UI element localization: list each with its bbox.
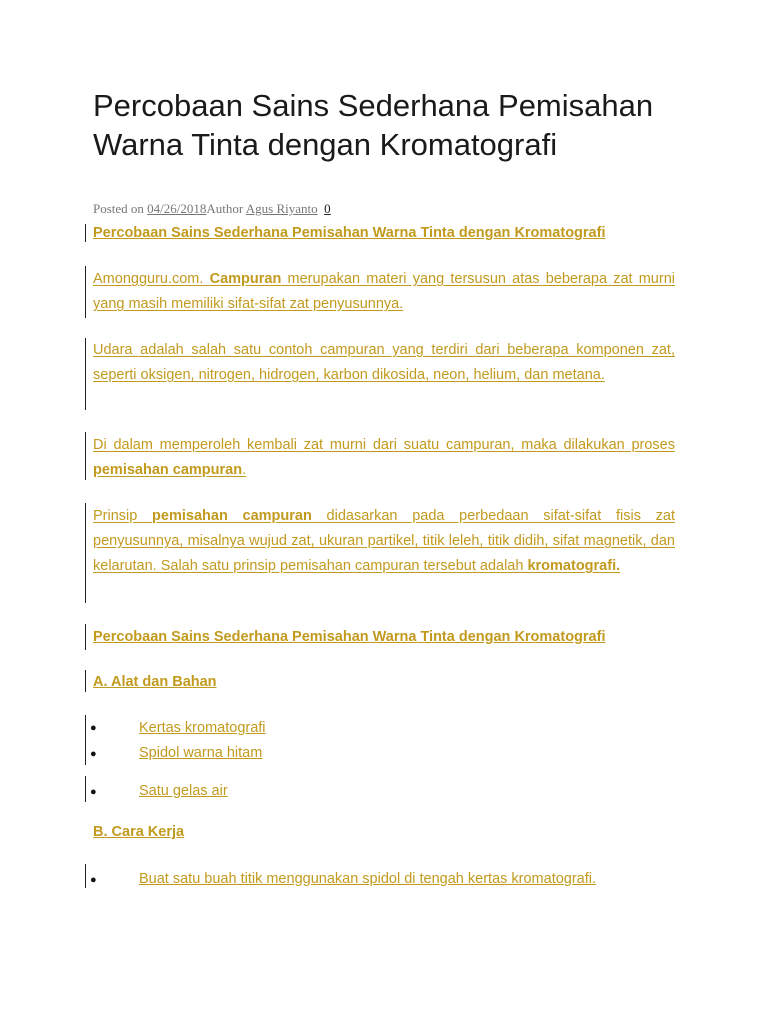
keyword-pemisahan-campuran[interactable]: pemisahan campuran: [152, 508, 312, 524]
article-subtitle[interactable]: Percobaan Sains Sederhana Pemisahan Warna Tinta dengan Kromatografi: [93, 225, 606, 241]
article-subtitle-repeat[interactable]: Percobaan Sains Sederhana Pemisahan Warna Tinta dengan Kromatografi: [93, 629, 606, 645]
article-title: Percobaan Sains Sederhana Pemisahan Warna Tinta dengan Kromatografi: [93, 88, 654, 162]
post-date-link[interactable]: 04/26/2018: [147, 201, 207, 216]
bullet-icon: ●: [90, 786, 97, 798]
paragraph-text[interactable]: .: [242, 462, 247, 478]
comments-count-link[interactable]: 0: [324, 201, 331, 216]
post-meta: [93, 201, 331, 217]
paragraph-marker: [85, 432, 86, 480]
paragraph-udara: [93, 338, 675, 388]
author-label: Author: [206, 201, 244, 216]
author-link[interactable]: Agus Riyanto: [245, 201, 318, 216]
site-name-link[interactable]: Amongguru.com.: [93, 271, 210, 287]
posted-on-label: Posted on: [93, 201, 144, 216]
paragraph-pemisahan: [93, 433, 675, 483]
keyword-pemisahan-campuran[interactable]: pemisahan campuran: [93, 462, 243, 478]
paragraph-text[interactable]: Di dalam memperoleh kembali zat murni dari suatu campuran, maka dilakukan proses: [93, 437, 675, 453]
bullet-icon: ●: [90, 874, 97, 886]
list-item[interactable]: Kertas kromatografi: [139, 720, 266, 736]
bullet-icon: ●: [90, 748, 97, 760]
list-marker: [85, 864, 86, 888]
section-heading-alat-bahan[interactable]: A. Alat dan Bahan: [93, 674, 217, 690]
paragraph-text[interactable]: merupakan materi yang tersusun atas beberapa zat murni yang masih memiliki sifat-sifat zat penyusunnya.: [93, 271, 675, 312]
paragraph-text[interactable]: Udara adalah salah satu contoh campuran yang terdiri dari beberapa komponen zat, seperti oksigen, nitrogen, hidrogen, karbon dikosida, neon, helium, dan metana.: [93, 342, 675, 383]
paragraph-marker: [85, 224, 86, 242]
section-heading-cara-kerja[interactable]: B. Cara Kerja: [93, 824, 185, 840]
paragraph-marker: [85, 670, 86, 692]
list-marker: [85, 715, 86, 765]
paragraph-text[interactable]: didasarkan pada perbedaan sifat-sifat fisis zat penyusunnya, misalnya wujud zat, ukuran partikel, titik leleh, titik didih, sifat magnetik, dan kelarutan. Salah satu prinsip pemisahan campuran tersebut adalah: [93, 508, 675, 574]
paragraph-marker: [85, 503, 86, 603]
keyword-campuran[interactable]: Campuran: [209, 271, 282, 287]
list-item[interactable]: Satu gelas air: [139, 783, 228, 799]
keyword-kromatografi[interactable]: kromatografi.: [527, 558, 621, 574]
paragraph-marker: [85, 624, 86, 650]
paragraph-text[interactable]: Prinsip: [93, 508, 153, 524]
paragraph-marker: [85, 266, 86, 318]
list-marker: [85, 776, 86, 802]
list-item[interactable]: Buat satu buah titik menggunakan spidol di tengah kertas kromatografi.: [139, 871, 597, 887]
paragraph-prinsip: [93, 504, 675, 579]
bullet-icon: ●: [90, 722, 97, 734]
paragraph-marker: [85, 338, 86, 410]
list-item[interactable]: Spidol warna hitam: [139, 745, 263, 761]
paragraph-intro: [93, 267, 675, 317]
